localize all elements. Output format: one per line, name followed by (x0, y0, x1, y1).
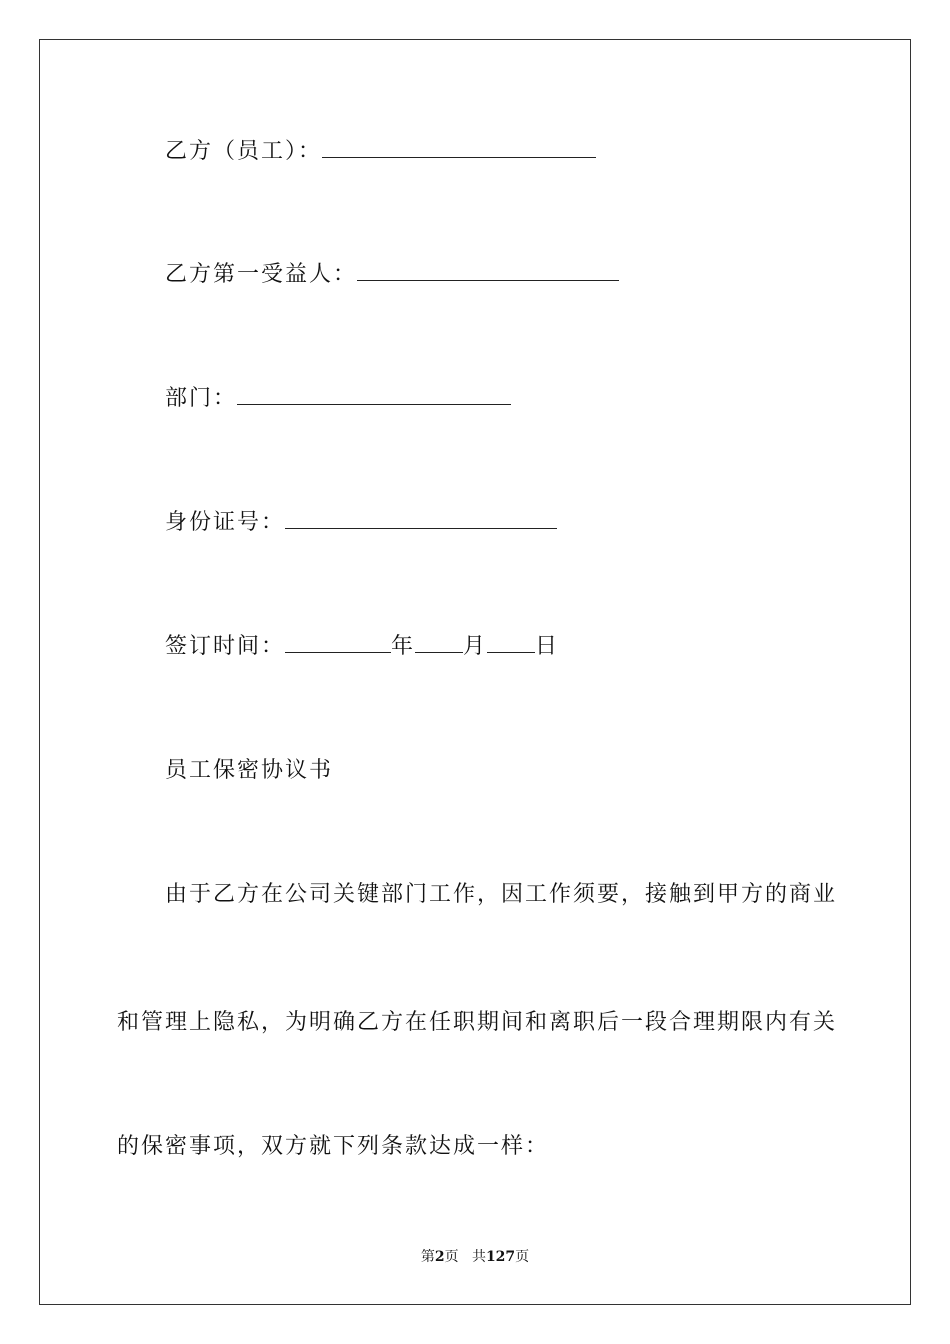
footer-page-number: 2 (434, 1249, 445, 1265)
page-footer (0, 1246, 950, 1266)
day-blank[interactable] (487, 632, 535, 653)
footer-page-suffix: 页 (444, 1249, 459, 1265)
section-title: 员工保密协议书 (165, 758, 334, 783)
party-b-line (165, 137, 596, 167)
body-line-3: 的保密事项，双方就下列条款达成一样： (117, 1134, 550, 1159)
year-unit: 年 (391, 634, 416, 659)
id-number-label: 身份证号： (165, 510, 286, 535)
beneficiary-blank[interactable] (357, 260, 619, 281)
beneficiary-label: 乙方第一受益人： (165, 262, 358, 287)
page-border (39, 39, 911, 1305)
department-blank[interactable] (237, 384, 511, 405)
year-blank[interactable] (285, 632, 391, 653)
sign-date-label: 签订时间： (165, 634, 286, 659)
id-number-blank[interactable] (285, 508, 557, 529)
id-number-line (165, 508, 557, 538)
party-b-blank[interactable] (322, 137, 596, 158)
body-line-2: 和管理上隐私，为明确乙方在任职期间和离职后一段合理期限内有关 (117, 1010, 838, 1035)
footer-total-suffix: 页 (515, 1249, 530, 1265)
month-unit: 月 (463, 634, 488, 659)
beneficiary-line (165, 260, 619, 290)
party-b-label: 乙方（员工）： (165, 139, 323, 164)
footer-prefix: 第 (420, 1249, 435, 1265)
day-unit: 日 (535, 634, 560, 659)
body-line-1: 由于乙方在公司关键部门工作，因工作须要，接触到甲方的商业 (165, 882, 838, 907)
footer-total-pages: 127 (485, 1249, 516, 1265)
department-label: 部门： (165, 386, 238, 411)
department-line (165, 384, 511, 414)
footer-total-prefix: 共 (471, 1249, 486, 1265)
month-blank[interactable] (415, 632, 463, 653)
sign-date-line (165, 632, 559, 662)
